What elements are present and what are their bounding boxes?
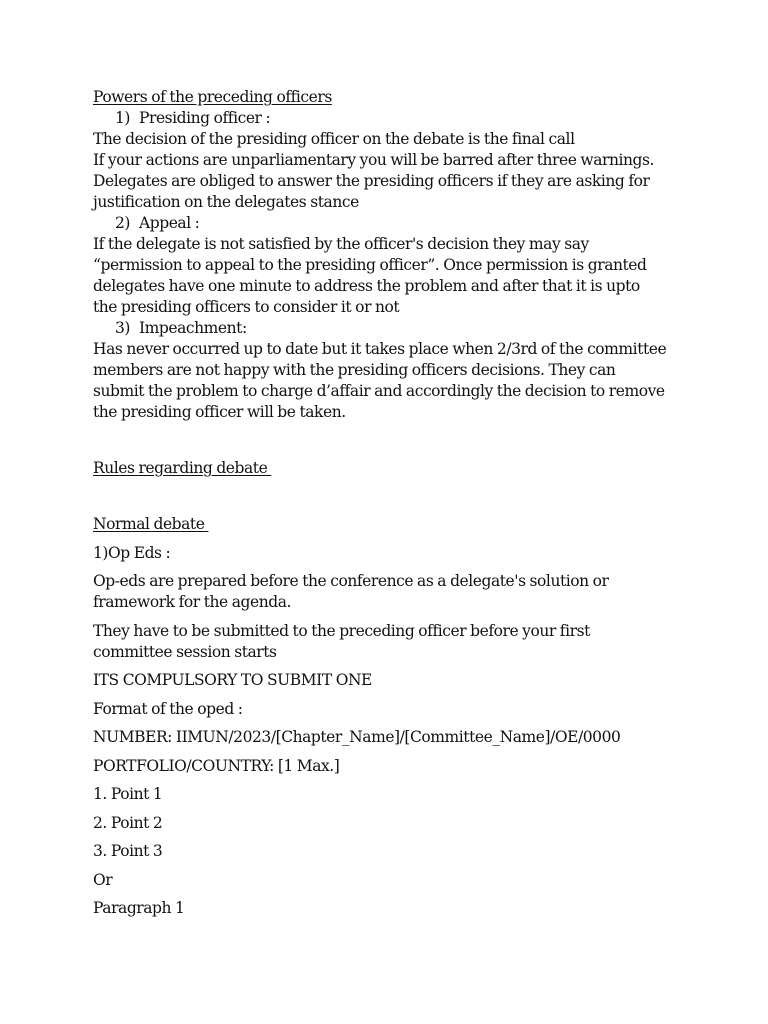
text-line: submit the problem to charge d’affair and accordingly the decision to remove (93, 382, 665, 400)
list-number: 1) (115, 109, 131, 127)
paragraph: 2. Point 2 (93, 813, 163, 832)
text-line: framework for the agenda. (93, 593, 291, 611)
paragraph: Paragraph 1 (93, 899, 185, 917)
paragraph: 1. Point 1 (93, 785, 163, 803)
paragraph: Format of the oped : (93, 699, 243, 718)
text-line: the presiding officers to consider it or not (93, 298, 400, 316)
list-item-title: Impeachment: (139, 319, 247, 337)
section-heading-normal-debate: Normal debate (93, 515, 209, 533)
paragraph: Or (93, 870, 113, 889)
paragraph (93, 571, 693, 613)
text-line: delegates have one minute to address the problem and after that it is upto (93, 277, 640, 295)
text-line: The decision of the presiding officer on the debate is the final call (93, 130, 575, 148)
paragraph (93, 621, 693, 663)
text-line: If the delegate is not satisfied by the officer's decision they may say (93, 235, 589, 253)
paragraph (93, 543, 693, 564)
section-heading-powers: Powers of the preceding officers (93, 88, 332, 106)
list-item-title: Presiding officer : (139, 109, 271, 127)
text-line: committee session starts (93, 642, 277, 661)
paragraph: PORTFOLIO/COUNTRY: [1 Max.] (93, 756, 340, 775)
list-number: 2) (115, 214, 131, 232)
list-item-impeachment (93, 318, 693, 339)
section-heading-rules: Rules regarding debate (93, 459, 272, 477)
text-line: If your actions are unparliamentary you will be barred after three warnings. (93, 151, 655, 169)
document-page (93, 87, 693, 919)
text-line: the presiding officer will be taken. (93, 403, 346, 421)
text-line: They have to be submitted to the preceding officer before your first (93, 621, 590, 640)
text-line: Has never occurred up to date but it takes place when 2/3rd of the committee (93, 340, 667, 358)
paragraph: ITS COMPULSORY TO SUBMIT ONE (93, 671, 372, 689)
list-item-title: Appeal : (139, 214, 200, 232)
text-line: justification on the delegates stance (93, 193, 359, 211)
list-item-presiding-officer (93, 108, 693, 129)
text-line: 1)Op Eds : (93, 543, 171, 562)
list-number: 3) (115, 319, 131, 337)
text-line: members are not happy with the presiding officers decisions. They can (93, 361, 616, 379)
paragraph: NUMBER: IIMUN/2023/[Chapter_Name]/[Committee_Name]/OE/0000 (93, 728, 621, 746)
text-line: Op-eds are prepared before the conference as a delegate's solution or (93, 572, 609, 590)
paragraph: 3. Point 3 (93, 842, 163, 860)
text-line: “permission to appeal to the presiding officer”. Once permission is granted (93, 256, 647, 274)
list-item-appeal (93, 213, 693, 234)
text-line: Delegates are obliged to answer the presiding officers if they are asking for (93, 172, 650, 190)
